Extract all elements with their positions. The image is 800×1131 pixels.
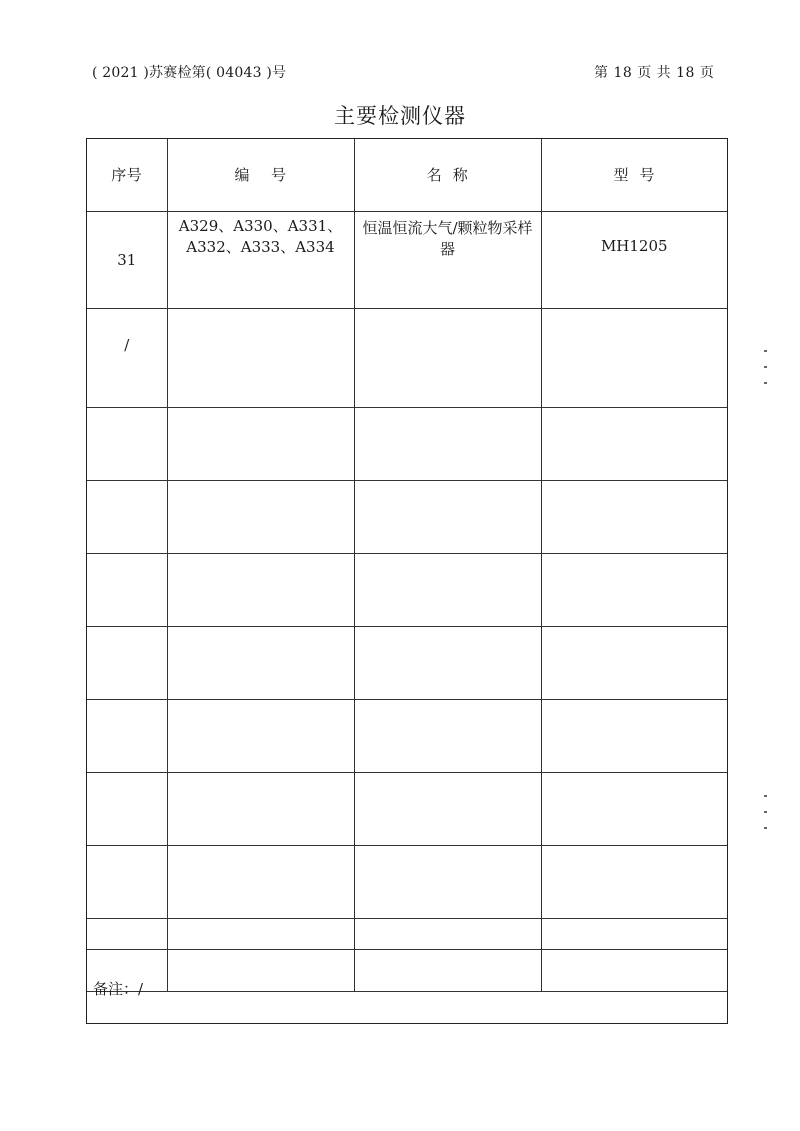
column-header-code: 编 号 — [167, 139, 354, 212]
cell-seq: / — [87, 309, 167, 408]
cell-code — [167, 773, 354, 846]
cell-code — [167, 408, 354, 481]
table-row — [87, 773, 727, 846]
cell-model — [541, 554, 727, 627]
cell-seq — [87, 846, 167, 919]
table-row — [87, 481, 727, 554]
cell-seq — [87, 554, 167, 627]
cell-seq — [87, 773, 167, 846]
instrument-table-frame — [86, 138, 728, 1024]
cell-model — [541, 700, 727, 773]
cell-code — [167, 627, 354, 700]
page-title: 主要检测仪器 — [334, 104, 466, 128]
cell-seq — [87, 408, 167, 481]
column-header-model: 型 号 — [541, 139, 727, 212]
cell-model — [541, 481, 727, 554]
table-header-row — [87, 139, 727, 212]
cell-name — [354, 700, 541, 773]
cell-code — [167, 309, 354, 408]
cell-model — [541, 846, 727, 919]
column-header-name: 名 称 — [354, 139, 541, 212]
cell-code: A329、A330、A331、A332、A333、A334 — [167, 212, 354, 309]
cell-name — [354, 773, 541, 846]
cell-seq: 31 — [87, 212, 167, 309]
table-row — [87, 408, 727, 481]
page-number: 第 18 页 共 18 页 — [594, 65, 715, 81]
cell-seq — [87, 700, 167, 773]
cell-seq — [87, 481, 167, 554]
column-header-seq: 序号 — [87, 139, 167, 212]
table-row — [87, 627, 727, 700]
cell-name — [354, 408, 541, 481]
table-row — [87, 554, 727, 627]
instrument-table — [87, 139, 727, 992]
cell-name — [354, 846, 541, 919]
cell-model — [541, 773, 727, 846]
scan-margin-marks — [764, 795, 770, 843]
table-row — [87, 212, 727, 309]
cell-model: MH1205 — [541, 212, 727, 309]
cell-code — [167, 700, 354, 773]
table-row — [87, 309, 727, 408]
cell-code — [167, 846, 354, 919]
cell-model — [541, 309, 727, 408]
cell-name — [354, 481, 541, 554]
cell-name — [354, 627, 541, 700]
remarks-field: 备注：/ — [87, 949, 727, 1023]
document-number: ( 2021 )苏赛检第( 04043 )号 — [92, 65, 287, 81]
scan-margin-marks — [764, 350, 770, 398]
cell-name — [354, 554, 541, 627]
cell-model — [541, 627, 727, 700]
cell-name: 恒温恒流大气/颗粒物采样器 — [354, 212, 541, 309]
cell-code — [167, 481, 354, 554]
cell-code — [167, 554, 354, 627]
cell-name — [354, 309, 541, 408]
table-row — [87, 700, 727, 773]
cell-seq — [87, 627, 167, 700]
cell-model — [541, 408, 727, 481]
table-row — [87, 846, 727, 919]
